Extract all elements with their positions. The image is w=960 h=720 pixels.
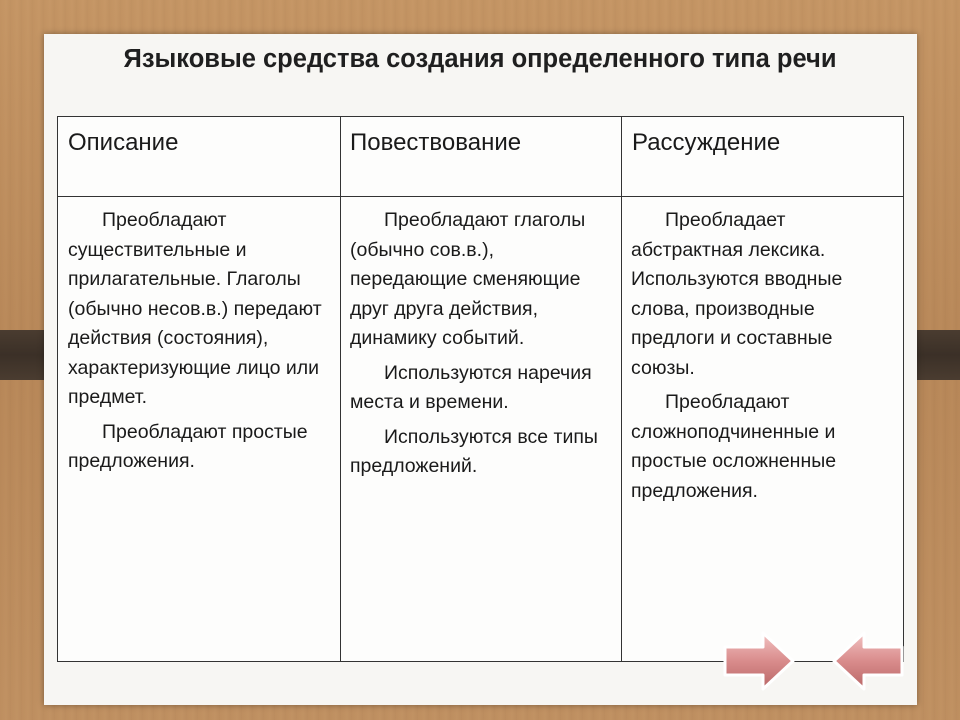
- header-divider: [58, 196, 903, 197]
- cell-narration: [350, 206, 612, 487]
- column-divider: [340, 117, 341, 661]
- paragraph: Используются все типы предложений.: [350, 425, 598, 477]
- cell-reasoning: [631, 206, 893, 511]
- header-reasoning: Рассуждение: [632, 129, 781, 156]
- cell-description: [68, 206, 330, 482]
- arrow-left-icon: [834, 633, 902, 689]
- arrow-right-icon: [725, 633, 793, 689]
- column-divider: [621, 117, 622, 661]
- next-slide-button[interactable]: [723, 630, 795, 692]
- comparison-table: [57, 116, 904, 662]
- header-description: Описание: [68, 129, 179, 156]
- prev-slide-button[interactable]: [832, 630, 904, 692]
- paragraph: Преобладает абстрактная лексика. Используются вводные слова, производные предлоги и составные союзы.: [631, 209, 843, 379]
- header-narration: Повествование: [350, 129, 522, 156]
- slide-title: Языковые средства создания определенного типа речи: [123, 45, 837, 73]
- paragraph: Преобладают сложноподчиненные и простые осложненные предложения.: [631, 391, 837, 502]
- paragraph: Преобладают простые предложения.: [68, 420, 308, 472]
- paragraph: Используются наречия места и времени.: [350, 361, 592, 413]
- paragraph: Преобладают существительные и прилагательные. Глаголы (обычно несов.в.) передают действия (состояния), характеризующие лицо или предмет.: [68, 209, 322, 408]
- paragraph: Преобладают глаголы (обычно сов.в.), передающие сменяющие друг друга действия, динамику событий.: [350, 209, 586, 349]
